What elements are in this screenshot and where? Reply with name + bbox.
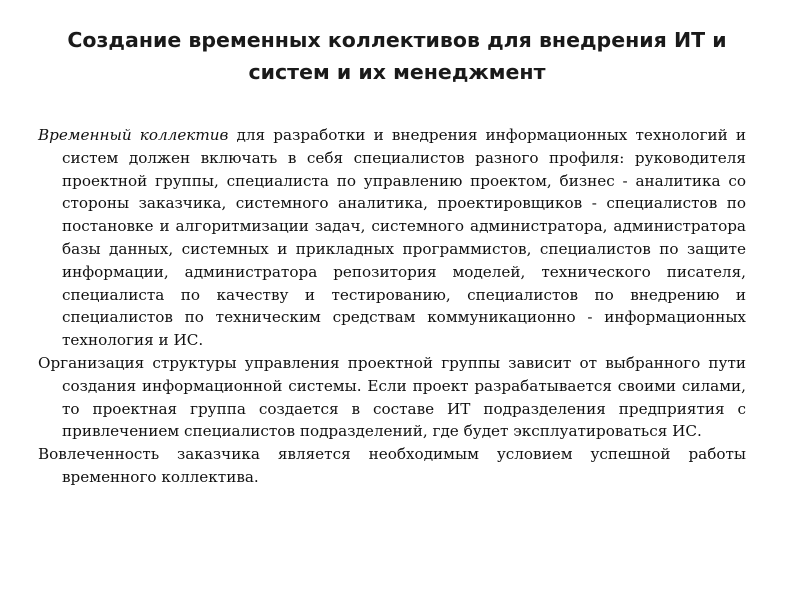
paragraph-structure: Организация структуры управления проектной группы зависит от выбранного пути создания информационной системы. Если проект разрабатывается своими силами, то проектная группа создается в составе ИТ подразделения предприятия с привлечением специалистов подразделений, где будет эксплуатироваться ИС. (38, 353, 746, 441)
paragraph-temporary-team (38, 124, 746, 352)
slide-body (38, 124, 746, 489)
paragraph-text: для разработки и внедрения информационных технологий и систем должен включать в себя специалистов разного профиля: руководителя проектной группы, специалиста по управлению проектом, бизнес - аналитика со стороны заказчика, системного аналитика, проектировщиков - специалистов по постановке и алгоритмизации задач, системного администратора, администратора базы данных, системных и прикладных программистов, специалистов по защите информации, администратора репозитория моделей, технического писателя, специалиста по качеству и тестированию, специалистов по внедрению и специалистов по техническим средствам коммуникационно - информационных технология и ИС. (62, 126, 746, 350)
emphasis-term: Временный коллектив (38, 126, 229, 144)
paragraph-customer-involvement: Вовлеченность заказчика является необходимым условием успешной работы временного коллектива. (38, 445, 746, 486)
slide-title: Создание временных коллективов для внедрения ИТ и систем и их менеджмент (67, 28, 727, 84)
